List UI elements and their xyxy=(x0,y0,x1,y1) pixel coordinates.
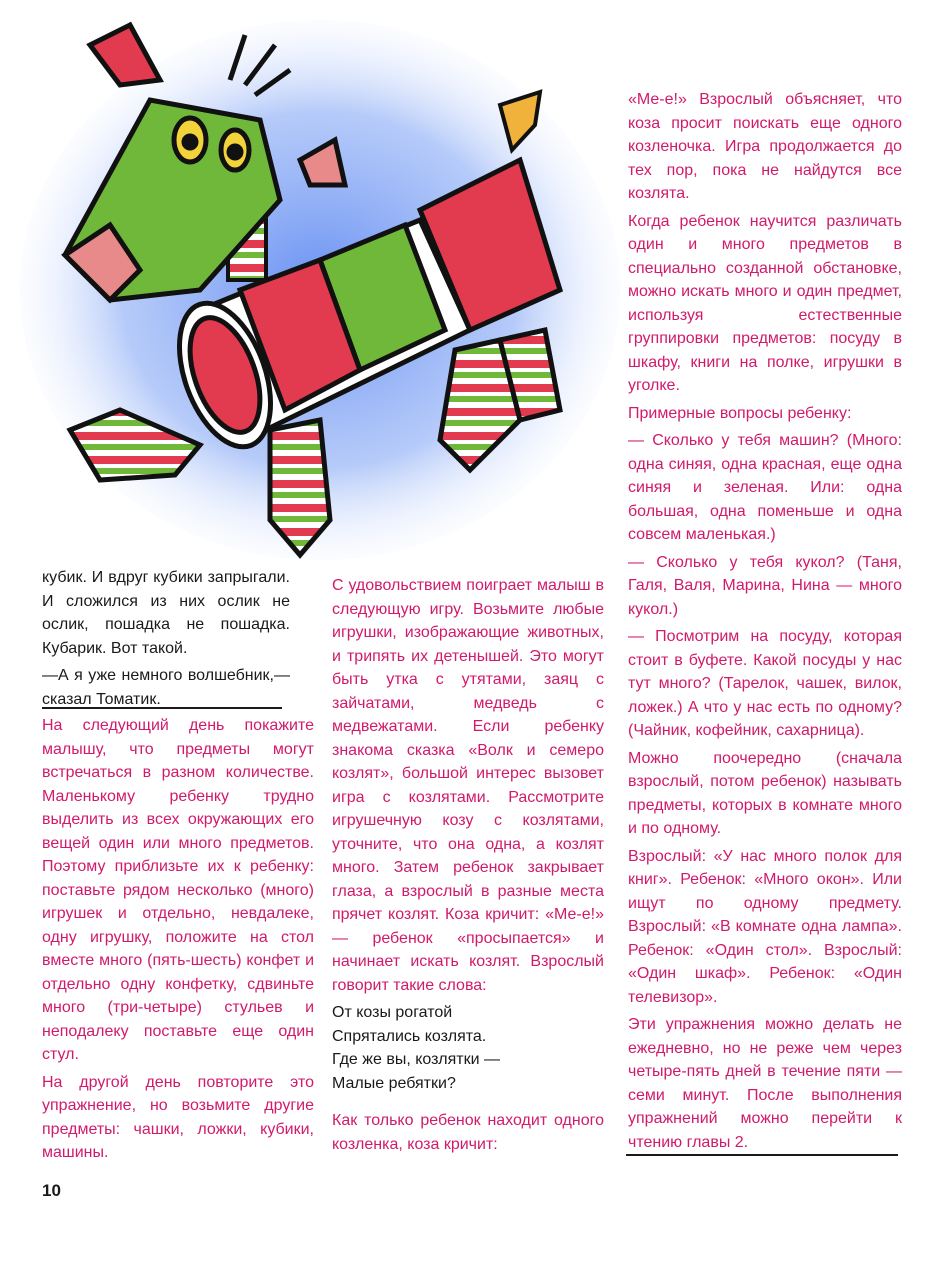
poem-line: Малые ребятки? xyxy=(332,1074,456,1092)
instruction-paragraph: «Ме-е!» Взрослый объясняет, что коза просит поискать еще одного козленочка. Игра продолжается до тех пор, пока не найдутся все козлята. xyxy=(628,91,902,202)
instruction-paragraph: С удовольствием поиграет малыш в следующую игру. Возьмите любые игрушки, изображающие животных, и трипять их детенышей. Это могут быть утка с утятами, заяц с зайчатами, медведь с медвежатами. Если ребенку знакома сказка «Волк и семеро козлят», большой интерес вызовет игра с козлятами. Рассмотрите игрушечную козу с козлятами, уточните, что она одна, а козлят много. Затем ребенок закрывает глаза, а взрослый в разные места прячет козлят. Коза кричит: «Ме-е!» — ребенок «просыпается» и начинает искать козлят. Взрослый говорит такие слова: xyxy=(332,577,604,994)
instruction-text-column-2 xyxy=(332,574,604,1160)
story-paragraph: —А я уже немного волшебник,— сказал Томатик. xyxy=(42,667,290,708)
instruction-paragraph: Можно поочередно (сначала взрослый, потом ребенок) называть предметы, которых в комнате много и по одному. xyxy=(628,749,902,837)
instruction-paragraph: Когда ребенок научится различать один и много предметов в специально созданной обстановке, можно искать много и один предмет, используя естественные группировки предметов: посуду в шкафу, книги на полке, игрушки в уголке. xyxy=(628,212,902,394)
instruction-paragraph: — Сколько у тебя машин? (Много: одна синяя, одна красная, еще одна синяя и зеленая. Или: одна большая, одна поменьше и одна совсем маленькая.) xyxy=(628,432,902,543)
poem xyxy=(332,1001,604,1095)
divider-line xyxy=(626,1154,898,1156)
instruction-paragraph: На другой день повторите это упражнение, но возьмите другие предметы: чашки, ложки, кубики, машины. xyxy=(42,1073,314,1161)
story-paragraph: кубик. И вдруг кубики запрыгали. И сложился из них ослик не ослик, пошадка не пошадка. Кубарик. Вот такой. xyxy=(42,569,290,657)
donkey-made-of-blocks-icon xyxy=(0,0,625,572)
instruction-paragraph: — Сколько у тебя кукол? (Таня, Галя, Валя, Марина, Нина — много кукол.) xyxy=(628,553,902,618)
illustration-svg xyxy=(0,0,625,572)
divider-line xyxy=(42,707,282,709)
instruction-paragraph: — Посмотрим на посуду, которая стоит в буфете. Какой посуды у нас тут много? (Тарелок, чашек, вилок, ложек.) А что у нас есть по одному? (Чайник, кофейник, сахарница). xyxy=(628,628,902,739)
instruction-paragraph: На следующий день покажите малышу, что предметы могут встречаться в разном количестве. Маленькому ребенку трудно выделить из всех окружающих его вещей один или много предметов. Поэтому приблизьте их к ребенку: поставьте рядом несколько (много) игрушек и отдельно, невдалеке, одну игрушку, положите на стол вместе много (пять-шесть) конфет и отдельно одну конфетку, сдвиньте много (три-четыре) стульев и неподалеку поставьте еще один стул. xyxy=(42,717,314,1063)
instruction-paragraph: Эти упражнения можно делать не ежедневно, но не реже чем через четыре-пять дней в течение пяти — семи минут. После выполнения упражнений можно перейти к чтению главы 2. xyxy=(628,1016,902,1151)
instruction-paragraph: Как только ребенок находит одного козленка, коза кричит: xyxy=(332,1112,604,1153)
poem-line: Где же вы, козлятки — xyxy=(332,1051,500,1068)
instruction-text-column-1 xyxy=(42,714,314,1169)
instruction-text-column-3 xyxy=(628,88,902,1158)
instruction-paragraph: Примерные вопросы ребенку: xyxy=(628,404,852,422)
story-text xyxy=(42,566,290,715)
page-number: 10 xyxy=(42,1181,61,1200)
poem-line: От козы рогатой xyxy=(332,1004,453,1021)
instruction-paragraph: Взрослый: «У нас много полок для книг». Ребенок: «Много окон». Или ищут по одному предмету. Взрослый: «В комнате одна лампа». Ребенок: «Один стол». Взрослый: «Один шкаф». Ребенок: «Один телевизор». xyxy=(628,847,902,1006)
poem-line: Спрятались козлята. xyxy=(332,1027,487,1045)
